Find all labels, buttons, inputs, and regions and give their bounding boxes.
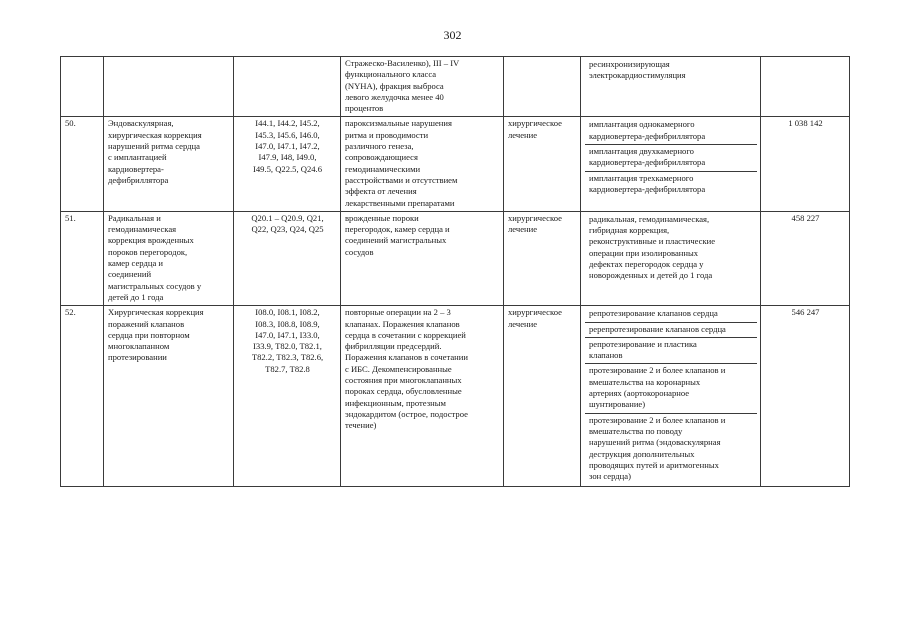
standard-cost: 1 038 142 (761, 117, 850, 211)
treatment-type (504, 306, 581, 487)
treatment-type-line: лечение (508, 318, 538, 329)
patient-model-line: сосудов (345, 246, 374, 257)
treatment-method-line: гибридная коррекция, (589, 225, 670, 236)
care-type-name-line: коррекция врожденных (108, 235, 194, 246)
patient-model-line: процентов (345, 103, 384, 114)
care-type-name-line: соединений (108, 269, 152, 280)
treatment-method-line: кардиовертера-дефибриллятора (589, 157, 706, 168)
icd-codes-line: I49.5, Q22.5, Q24.6 (253, 163, 322, 174)
icd-codes-line: I45.3, I45.6, I46.0, (255, 129, 320, 140)
treatment-method-line: нарушений ритма (эндоваскулярная (589, 437, 721, 448)
icd-codes-line: I08.3, I08.8, I08.9, (255, 318, 320, 329)
treatment-type-line: лечение (508, 224, 538, 235)
icd-codes (234, 117, 341, 211)
treatment-method-line: электрокардиостимуляция (589, 70, 686, 81)
treatment-method-line: клапанов (589, 350, 623, 361)
patient-model-line: Стражеско-Василенко), III – IV (345, 58, 460, 68)
care-type-name-line: протезировании (108, 352, 167, 363)
patient-model-line: левого желудочка менее 40 (345, 91, 444, 102)
medical-care-table (60, 56, 850, 487)
treatment-method-line: операции при изолированных (589, 247, 699, 258)
treatment-method-line: дефектах перегородок сердца у (589, 259, 704, 270)
patient-model-line: (NYHA), фракция выброса (345, 80, 444, 91)
treatment-method (585, 338, 757, 365)
patient-model-line: расстройствами и отсутствием (345, 174, 458, 185)
treatment-type-line: хирургическое (508, 307, 562, 318)
standard-cost: 458 227 (761, 211, 850, 305)
patient-model-line: перегородок, камер сердца и (345, 224, 450, 235)
row-number: 51. (61, 211, 104, 305)
treatment-method-line: протезирование 2 и более клапанов и (589, 414, 726, 425)
row-number (61, 57, 104, 117)
treatment-method-line: ресинхронизирующая (589, 59, 670, 69)
treatment-method-line: реконструктивные и пластические (589, 236, 716, 247)
treatment-method (585, 414, 757, 485)
treatment-method-line: зон сердца) (589, 471, 631, 482)
patient-model-line: с ИБС. Декомпенсированные (345, 363, 452, 374)
treatment-method-line: артериях (аортокоронарное (589, 388, 690, 399)
patient-model (341, 117, 504, 211)
patient-model-line: функционального класса (345, 69, 437, 80)
treatment-method (585, 145, 757, 172)
treatment-method-line: деструкция дополнительных (589, 448, 695, 459)
patient-model-line: состояния при многоклапанных (345, 375, 462, 386)
treatment-method (585, 172, 757, 198)
patient-model-line: врожденные пороки (345, 212, 419, 223)
row-number: 52. (61, 306, 104, 487)
icd-codes-line: Q22, Q23, Q24, Q25 (251, 224, 324, 235)
icd-codes-line: Q20.1 – Q20.9, Q21, (251, 212, 324, 223)
care-type-name-line: хирургическая коррекция (108, 129, 202, 140)
icd-codes (234, 57, 341, 117)
patient-model-line: сопровождающиеся (345, 152, 418, 163)
care-type-name-line: многоклапанном (108, 341, 170, 352)
icd-codes-line: I44.1, I44.2, I45.2, (255, 118, 320, 129)
care-type-name-line: кардиовертера- (108, 163, 164, 174)
treatment-method-line: имплантация двухкамерного (589, 146, 694, 157)
standard-cost: 546 247 (761, 306, 850, 487)
patient-model-line: пороках сердца, обусловленные (345, 386, 462, 397)
treatment-method-line: вмешательства по поводу (589, 425, 683, 436)
treatment-method (585, 364, 757, 413)
continuation-row (61, 57, 850, 117)
icd-codes-line: I33.9, T82.0, T82.1, (253, 341, 322, 352)
treatment-method (585, 323, 757, 338)
treatment-method-line: новорожденных и детей до 1 года (589, 270, 713, 281)
treatment-methods (581, 211, 761, 305)
icd-codes-line: I47.9, I48, I49.0, (258, 152, 317, 163)
patient-model (341, 57, 504, 117)
care-type-name (104, 57, 234, 117)
treatment-method (585, 307, 757, 322)
treatment-method-line: протезирование 2 и более клапанов и (589, 365, 726, 376)
patient-model-line: соединений магистральных (345, 235, 447, 246)
icd-codes-line: I47.0, I47.1, I33.0, (255, 329, 320, 340)
care-type-name-line: дефибриллятора (108, 174, 169, 185)
treatment-type-line: хирургическое (508, 118, 562, 129)
table-row (61, 211, 850, 305)
care-type-name-line: магистральных сосудов у (108, 280, 202, 291)
treatment-type (504, 117, 581, 211)
treatment-methods (581, 117, 761, 211)
care-type-name-line: пороков перегородок, (108, 246, 188, 257)
icd-codes-line: T82.2, T82.3, T82.6, (251, 352, 324, 363)
treatment-type (504, 211, 581, 305)
icd-codes (234, 211, 341, 305)
treatment-method-line: вмешательства на коронарных (589, 376, 701, 387)
patient-model-line: гемодинамическими (345, 163, 421, 174)
patient-model (341, 306, 504, 487)
patient-model (341, 211, 504, 305)
patient-model-line: сердца в сочетании с коррекцией (345, 329, 466, 340)
patient-model-line: повторные операции на 2 – 3 (345, 307, 451, 318)
treatment-method-line: имплантация трехкамерного (589, 172, 694, 183)
row-number: 50. (61, 117, 104, 211)
table-row (61, 117, 850, 211)
care-type-name-line: детей до 1 года (108, 291, 164, 302)
standard-cost (761, 57, 850, 117)
patient-model-line: эффекта от лечения (345, 186, 417, 197)
treatment-method-line: проводящих путей и аритмогенных (589, 459, 719, 470)
treatment-type-line: хирургическое (508, 212, 562, 223)
patient-model-line: пароксизмальные нарушения (345, 118, 452, 129)
care-type-name-line: Хирургическая коррекция (108, 307, 204, 318)
table-row (61, 306, 850, 487)
care-type-name (104, 306, 234, 487)
treatment-method (585, 118, 757, 145)
care-type-name-line: гемодинамическая (108, 224, 177, 235)
treatment-method-line: кардиовертера-дефибриллятора (589, 183, 706, 194)
care-type-name-line: с имплантацией (108, 152, 167, 163)
care-type-name-line: Радикальная и (108, 212, 161, 223)
treatment-type (504, 57, 581, 117)
treatment-method-line: репротезирование клапанов сердца (589, 308, 718, 319)
patient-model-line: клапанах. Поражения клапанов (345, 318, 460, 329)
icd-codes-line: T82.7, T82.8 (265, 363, 310, 374)
care-type-name-line: сердца при повторном (108, 329, 190, 340)
treatment-method-line: кардиовертера-дефибриллятора (589, 130, 706, 141)
patient-model-line: ритма и проводимости (345, 129, 429, 140)
treatment-method-line: шунтирование) (589, 399, 646, 410)
patient-model-line: течение) (345, 420, 377, 431)
care-type-name-line: нарушений ритма сердца (108, 141, 200, 152)
icd-codes-line: I08.0, I08.1, I08.2, (255, 307, 320, 318)
patient-model-line: Поражения клапанов в сочетании (345, 352, 468, 363)
patient-model-line: лекарственными препаратами (345, 197, 455, 208)
care-type-name-line: Эндоваскулярная, (108, 118, 174, 129)
treatment-method (585, 213, 757, 284)
icd-codes (234, 306, 341, 487)
care-type-name-line: поражений клапанов (108, 318, 185, 329)
treatment-methods (581, 57, 761, 117)
treatment-method-line: имплантация однокамерного (589, 119, 695, 130)
page-number: 302 (443, 28, 462, 42)
treatment-type-line: лечение (508, 129, 538, 140)
treatment-methods (581, 306, 761, 487)
care-type-name-line: камер сердца и (108, 258, 164, 269)
care-type-name (104, 117, 234, 211)
patient-model-line: различного генеза, (345, 141, 414, 152)
treatment-method (585, 58, 757, 84)
treatment-method-line: радикальная, гемодинамическая, (589, 213, 710, 224)
treatment-method-line: репротезирование и пластика (589, 338, 697, 349)
patient-model-line: фибрилляции предсердий. (345, 341, 442, 352)
care-type-name (104, 211, 234, 305)
icd-codes-line: I47.0, I47.1, I47.2, (255, 141, 320, 152)
patient-model-line: эндокардитом (острое, подострое (345, 408, 468, 419)
treatment-method-line: ререпротезирование клапанов сердца (589, 323, 726, 334)
patient-model-line: инфекционным, протезным (345, 397, 446, 408)
